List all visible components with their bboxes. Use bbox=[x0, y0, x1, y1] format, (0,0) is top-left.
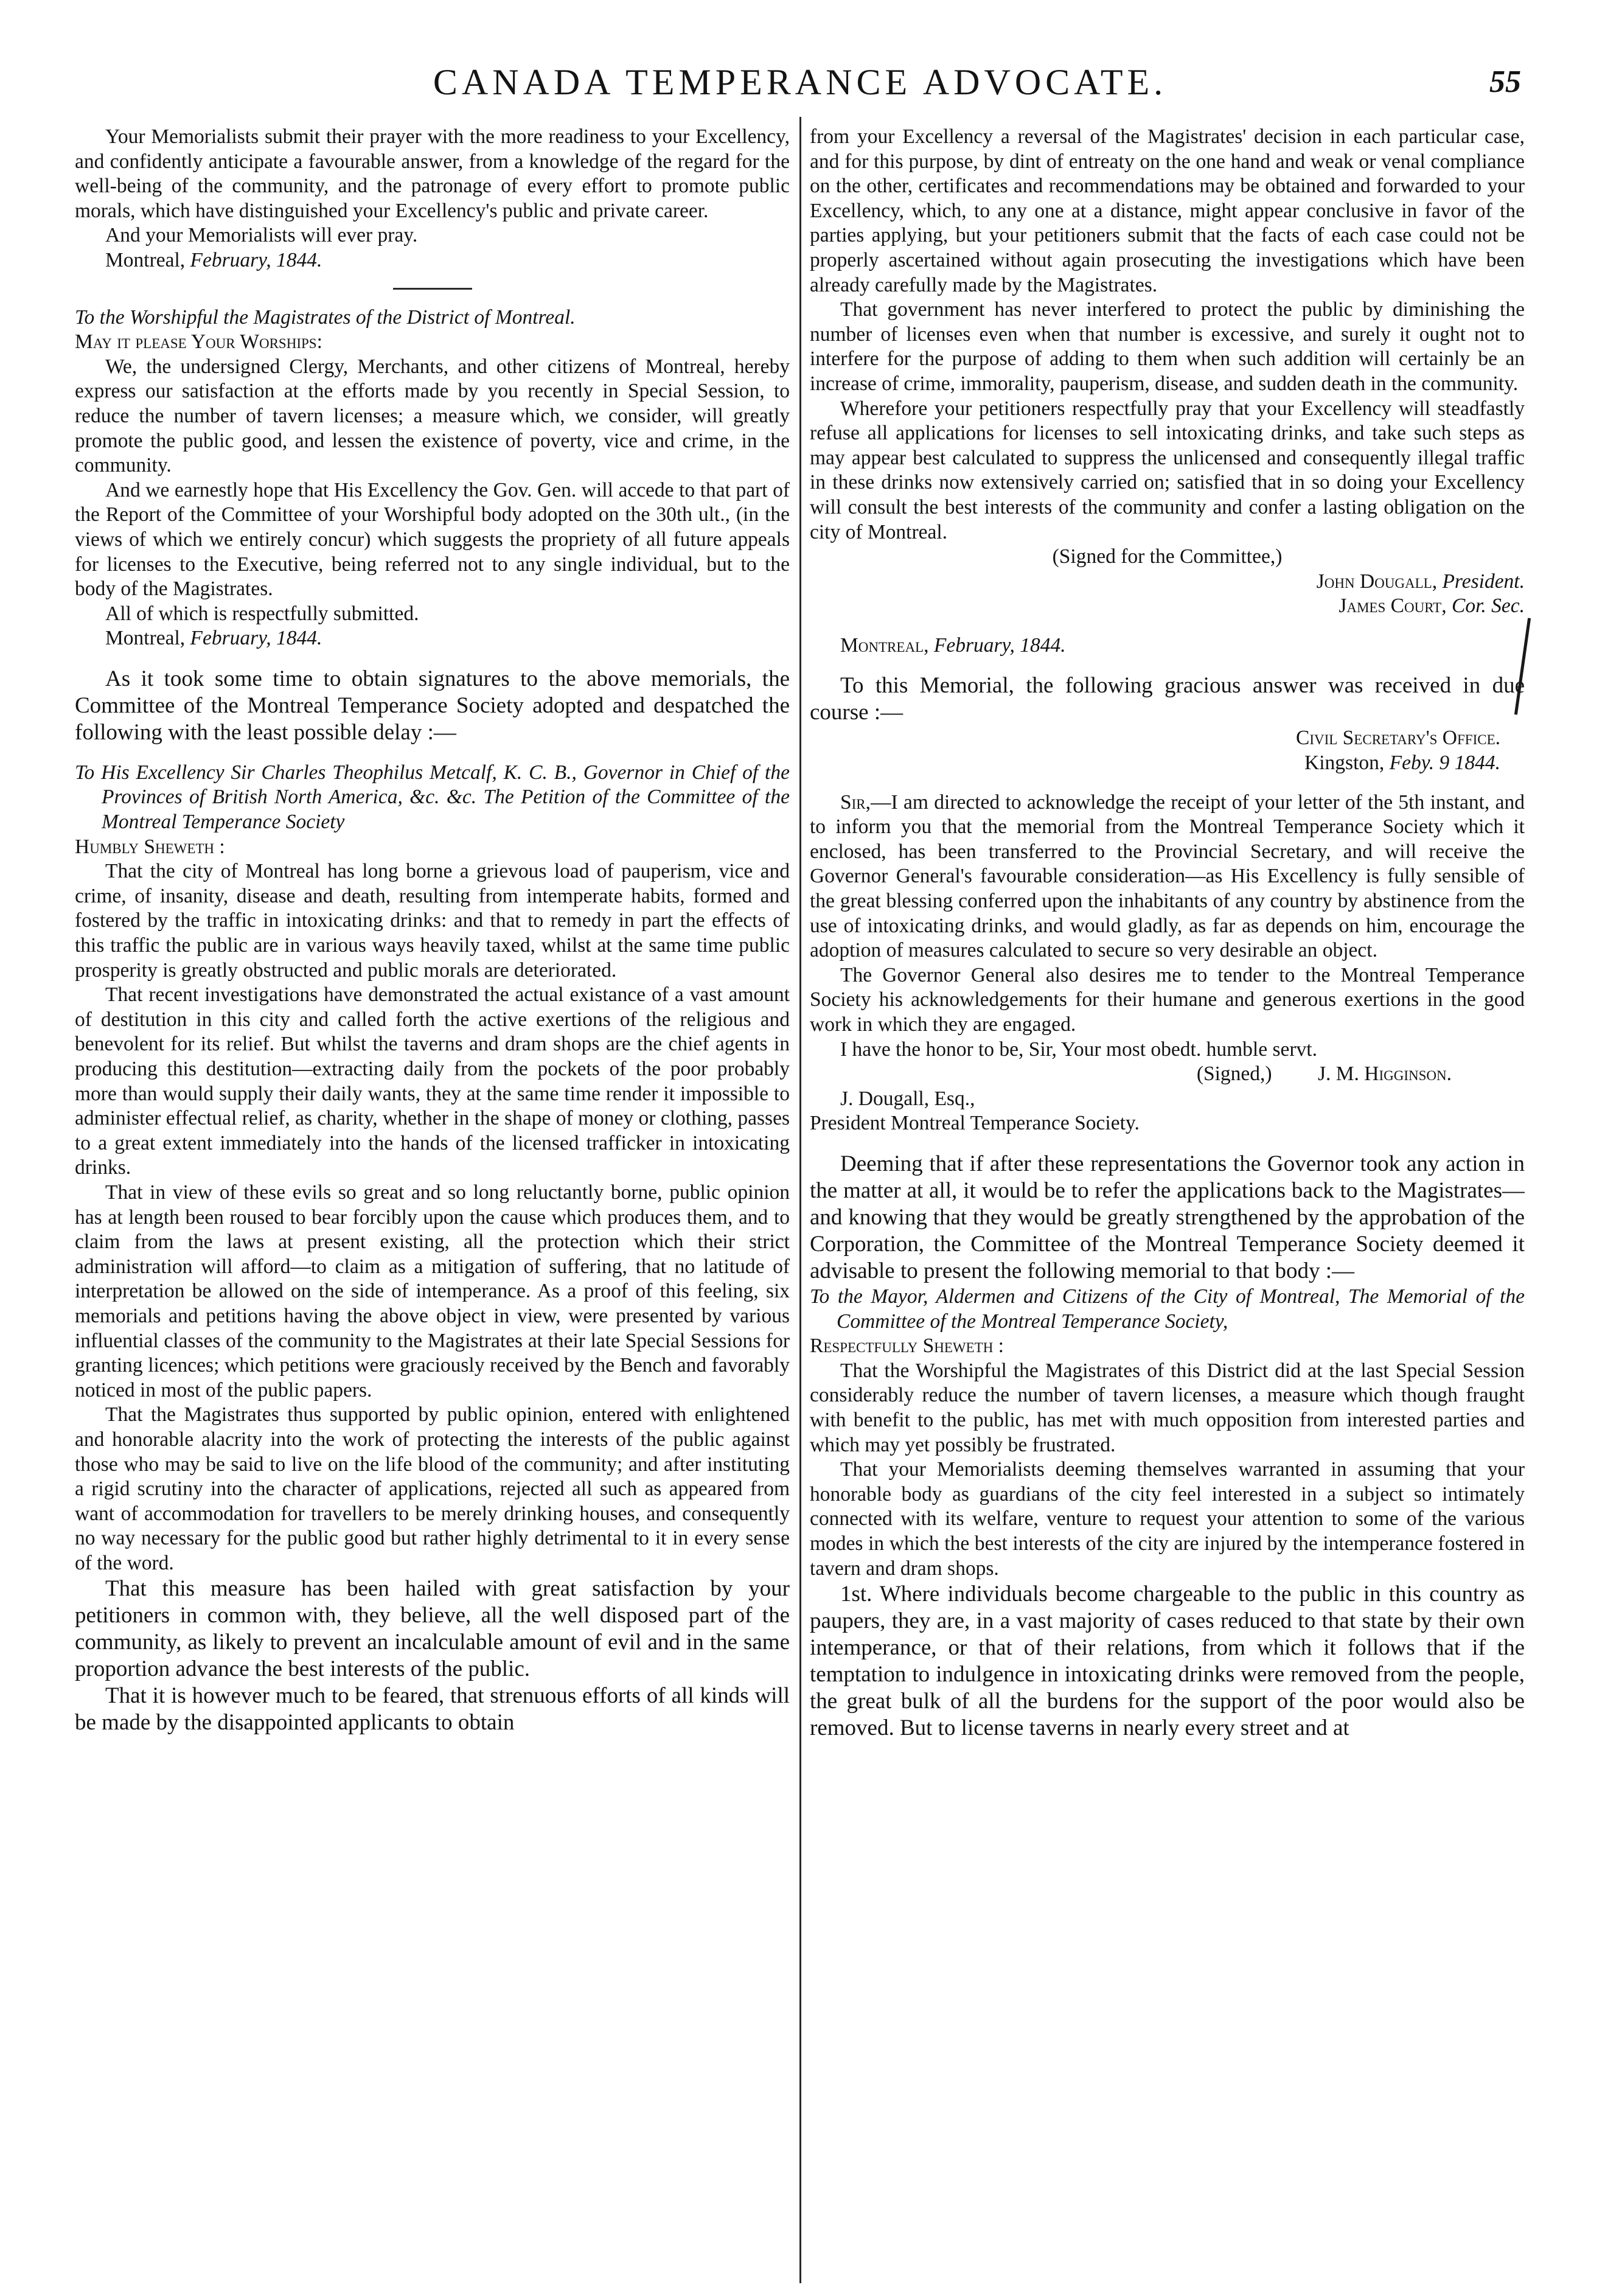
right-column bbox=[810, 125, 1525, 2279]
paragraph: Wherefore your petitioners respectfully pray that your Excellency will steadfastly refuse all applications for licenses to sell intoxicating drinks, and take such steps as may appear best calculated to suppress the unlicensed and consequently illegal traffic in these drinks now extensively carried on; satisfied that in so doing your Excellency will consult the best interests of the community and confer a lasting obligation on the city of Montreal. bbox=[810, 397, 1525, 543]
section-rule bbox=[393, 288, 472, 290]
signature bbox=[810, 594, 1525, 619]
dateline-date: February, 1844. bbox=[933, 633, 1066, 657]
letter-text: —I am directed to acknowledge the receipt of your letter of the 5th instant, and to inform you that the memorial from the Montreal Temperance Society which it enclosed, has been transferred to the Provincial Secretary, and will receive the Governor General's favourable consideration—as His Excellency is fully sensible of the great blessing conferred upon the inhabitants of any country by abstinence from the use of intoxicating drinks, and would gladly, as far as depends on him, encourage the adoption of measures calculated to secure so very desirable an object. bbox=[810, 790, 1525, 962]
signed-line: (Signed for the Committee,) bbox=[1052, 545, 1283, 568]
signatory-name: John Dougall, bbox=[1316, 570, 1438, 593]
paragraph: And your Memorialists will ever pray. bbox=[105, 224, 418, 247]
salutation: May it please Your Worships: bbox=[75, 330, 322, 354]
paragraph: 1st. Where individuals become chargeable to the public in this country as paupers, they are, in a vast majority of cases reduced to that state by their own intemperance, or that of their relations, from which it follows that if the temptation to indulgence in intoxicating drinks were removed from the people, the great bulk of all the burdens for the support of the poor would also be removed. But to license taverns in nearly every street and at bbox=[810, 1582, 1525, 1741]
letter-body bbox=[810, 790, 1525, 963]
paragraph: That recent investigations have demonstrated the actual existance of a vast amount of destitution in this city and called forth the active exertions of the religious and benevolent for its relief. But whilst the taverns and dram shops are the chief agents in producing this destitution—extracting daily from the pockets of the poor probably more than would supply their daily wants, they at the same time render it impossible to administer effectual relief, as charity, whether in the shape of money or clothing, passes to a great extent immediately into the hands of the licensed trafficker in intoxicating drinks. bbox=[75, 983, 790, 1179]
paragraph: The Governor General also desires me to tender to the Montreal Temperance Society his acknowledgements for their humane and generous exertions in the good work in which they are engaged. bbox=[810, 963, 1525, 1036]
paragraph: That government has never interfered to protect the public by diminishing the number of licenses even when that number is excessive, and surely it ought not to interfere for the purpose of adding to them when such addition will certainly be an increase of crime, immorality, pauperism, disease, and sudden death in the community. bbox=[810, 298, 1525, 395]
paragraph: All of which is respectfully submitted. bbox=[105, 602, 419, 625]
paragraph: from your Excellency a reversal of the Magistrates' decision in each particular case, and for this purpose, by dint of entreaty on the one hand and weak or venal compliance on the other, certificates and recommendations may be obtained and forwarded to your Excellency, which, to any one at a distance, might appear conclusive in favor of the parties applying, but your petitioners submit that the facts of each case could not be properly ascertained without again prosecuting the investigations which have been already carefully made by the Magistrates. bbox=[810, 125, 1525, 296]
office-date: Feby. 9 1844. bbox=[1389, 752, 1500, 775]
paragraph: To this Memorial, the following gracious answer was received in due course :— bbox=[810, 673, 1525, 725]
publication-title: CANADA TEMPERANCE ADVOCATE. bbox=[433, 62, 1168, 102]
paragraph: That this measure has been hailed with great satisfaction by your petitioners in common with, they believe, all the well disposed part of the community, as likely to prevent an incalculable amount of evil and in the same proportion advance the best interests of the public. bbox=[75, 1576, 790, 1682]
dateline bbox=[75, 248, 790, 273]
signatory-name: J. M. Higginson. bbox=[1317, 1063, 1452, 1086]
paragraph: That the Magistrates thus supported by public opinion, entered with enlightened and honorable alacrity into the work of protecting the interests of the public against those who may be said to live on the life blood of the community; and after instituting a rigid scrutiny into the character of applications, rejected all such as appeared from want of accommodation for travellers to be merely drinking houses, and consequently no way necessary for the public good but rather highly detrimental to it in every sense of the word. bbox=[75, 1403, 790, 1574]
signatory-title: Cor. Sec. bbox=[1451, 595, 1525, 618]
paragraph: That the Worshipful the Magistrates of this District did at the last Special Session considerably reduce the number of tavern licenses, a measure which though fraught with benefit to the public, has met with much opposition from interested parties and which may yet possibly be frustrated. bbox=[810, 1359, 1525, 1456]
salutation: Respectfully Sheweth : bbox=[810, 1335, 1004, 1358]
signatory-title: President. bbox=[1442, 570, 1525, 593]
page-number: 55 bbox=[1489, 65, 1521, 99]
paragraph: That it is however much to be feared, that strenuous efforts of all kinds will be made by the disappointed applicants to obtain bbox=[75, 1683, 790, 1736]
office-place bbox=[810, 751, 1525, 776]
running-head bbox=[79, 58, 1521, 106]
address-heading: To the Mayor, Aldermen and Citizens of the City of Montreal, The Memorial of the Committee of the Montreal Temperance Society, bbox=[810, 1285, 1525, 1333]
paragraph: That the city of Montreal has long borne a grievous load of pauperism, vice and crime, of insanity, disease and death, resulting from intemperate habits, formed and fostered by the traffic in intoxicating drinks: and that to remedy in part the effects of this traffic the public are in various ways heavily taxed, whilst at the same time public prosperity is greatly obstructed and public morals are deteriorated. bbox=[75, 860, 790, 982]
paragraph: That in view of these evils so great and so long reluctantly borne, public opinion has at length been roused to bear forcibly upon the cause which produces them, and to claim from the laws at present existing, all the protection which their strict administration will afford—to claim as a mitigation of suffering, that no latitude of interpretation be allowed on the side of intemperance. As a proof of this feeling, six memorials and petitions having the above object in view, were presented by various influential classes of the community to the Magistrates at their late Special Sessions for granting licences; which petitions were graciously received by the Bench and favorably noticed in most of the public papers. bbox=[75, 1181, 790, 1401]
dateline bbox=[75, 626, 790, 651]
address-heading: To His Excellency Sir Charles Theophilus Metcalf, K. C. B., Governor in Chief of the Provinces of British North America, &c. &c. The Petition of the Committee of the Montreal Temperance Society bbox=[75, 761, 790, 834]
salutation: Humbly Sheweth : bbox=[75, 835, 225, 858]
dateline-city: Montreal, bbox=[105, 248, 186, 271]
column-divider bbox=[799, 117, 801, 2283]
recipient-line: President Montreal Temperance Society. bbox=[810, 1112, 1140, 1135]
dateline-date: February, 1844. bbox=[190, 248, 322, 271]
dateline-city: Montreal, bbox=[105, 627, 186, 650]
address-heading: To the Worshipful the Magistrates of the District of Montreal. bbox=[75, 305, 576, 329]
dateline-date: February, 1844. bbox=[190, 627, 322, 650]
signed-marker: (Signed,) bbox=[1196, 1063, 1272, 1086]
signatory-name: James Court, bbox=[1339, 595, 1447, 618]
office-heading: Civil Secretary's Office. bbox=[1295, 727, 1500, 750]
letter-salutation: Sir, bbox=[840, 790, 871, 814]
paragraph: We, the undersigned Clergy, Merchants, and other citizens of Montreal, hereby express our satisfaction at the efforts made by you recently in Special Session, to reduce the number of tavern licenses; a measure which, we consider, will greatly promote the public good, and lessen the existence of poverty, vice and crime, in the community. bbox=[75, 355, 790, 477]
closing-line: I have the honor to be, Sir, Your most obedt. humble servt. bbox=[840, 1038, 1317, 1061]
paragraph: Your Memorialists submit their prayer with the more readiness to your Excellency, and confidently anticipate a favourable answer, from a knowledge of the regard for the well-being of the community, and the patronage of every effort to promote public morals, which have distinguished your Excellency's public and private career. bbox=[75, 125, 790, 222]
paragraph: And we earnestly hope that His Excellency the Gov. Gen. will accede to that part of the Report of the Committee of your Worshipful body adopted on the 30th ult., (in the views of which we entirely concur) which suggests the propriety of all future appeals for licenses to the Executive, being referred not to any single individual, but to the body of the Magistrates. bbox=[75, 478, 790, 601]
left-column bbox=[75, 125, 790, 2279]
paragraph: As it took some time to obtain signatures to the above memorials, the Committee of the Montreal Temperance Society adopted and despatched the following with the least possible delay :— bbox=[75, 666, 790, 745]
signature bbox=[810, 570, 1525, 595]
paragraph: That your Memorialists deeming themselves warranted in assuming that your honorable body as guardians of the city feel interested in a subject so intimately connected with its welfare, venture to request your attention to some of the various modes in which the best interests of the city are injured by the intemperance fostered in tavern and dram shops. bbox=[810, 1458, 1525, 1580]
dateline bbox=[810, 633, 1525, 658]
recipient-line: J. Dougall, Esq., bbox=[840, 1087, 975, 1110]
dateline-city: Montreal, bbox=[840, 633, 929, 657]
office-city: Kingston, bbox=[1304, 752, 1385, 775]
signature bbox=[810, 1062, 1525, 1087]
paragraph: Deeming that if after these representations the Governor took any action in the matter at all, it would be to refer the applications back to the Magistrates—and knowing that they would be greatly strengthened by the approbation of the Corporation, the Committee of the Montreal Temperance Society deemed it advisable to present the following memorial to that body :— bbox=[810, 1151, 1525, 1283]
